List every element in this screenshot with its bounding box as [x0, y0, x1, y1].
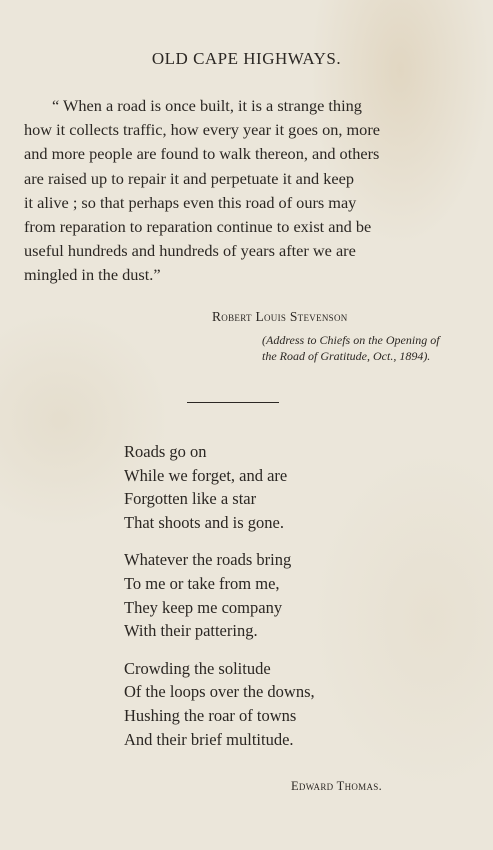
quote-line: are raised up to repair it and perpetuate it and keep [24, 168, 354, 188]
poem-line: Roads go on [124, 442, 207, 461]
quote-line: how it collects traffic, how every year it goes on, more [24, 120, 380, 140]
poem-line: While we forget, and are [124, 465, 288, 485]
poem-line: To me or take from me, [124, 573, 280, 593]
poem-line: Of the loops over the downs, [124, 682, 315, 702]
section-divider [187, 402, 279, 403]
citation-line: (Address to Chiefs on the Opening of [262, 333, 440, 347]
poem-author: Edward Thomas. [291, 779, 382, 793]
poem-line: Crowding the solitude [124, 658, 271, 678]
poem-line: With their pattering. [124, 621, 258, 641]
quote-line: “ When a road is once built, it is a strange thing [52, 96, 362, 115]
quote-line: mingled in the dust.” [24, 265, 161, 285]
poem-stanza [124, 548, 315, 642]
poem-stanza [124, 657, 315, 751]
quote-author: Robert Louis Stevenson [212, 309, 348, 324]
poem-line: Forgotten like a star [124, 489, 257, 509]
quote-line: and more people are found to walk thereon, and others [24, 144, 380, 164]
quote-line: it alive ; so that perhaps even this road of ours may [24, 192, 357, 212]
quote-line: useful hundreds and hundreds of years after we are [24, 241, 356, 261]
poem-stanza [124, 440, 315, 534]
poem-line: That shoots and is gone. [124, 512, 284, 532]
citation-line: the Road of Gratitude, Oct., 1894). [262, 348, 431, 363]
poem-line: They keep me company [124, 597, 283, 617]
stevenson-quote [24, 94, 467, 288]
poem-line: Hushing the roar of towns [124, 705, 297, 725]
poem-line: And their brief multitude. [124, 729, 294, 749]
thomas-poem [124, 440, 315, 765]
quote-line: from reparation to reparation continue to exist and be [24, 217, 372, 237]
page-title: OLD CAPE HIGHWAYS. [151, 49, 342, 68]
poem-line: Whatever the roads bring [124, 550, 292, 570]
quote-citation [262, 333, 477, 364]
